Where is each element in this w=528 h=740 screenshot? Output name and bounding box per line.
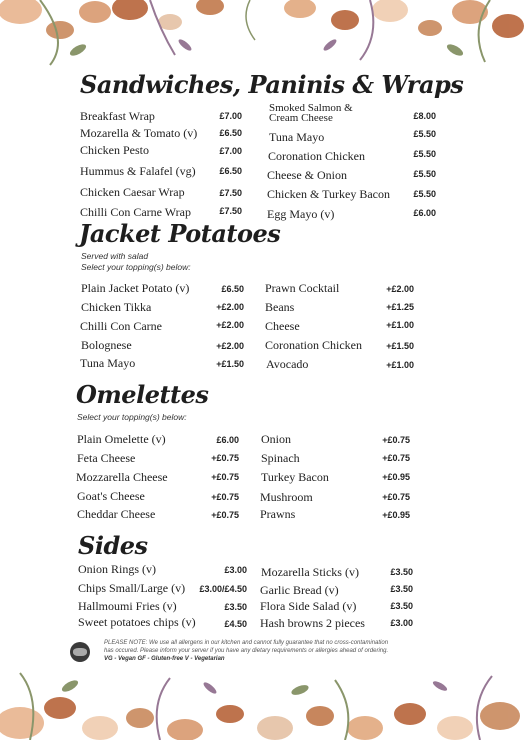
omelette-item: Turkey Bacon [261,470,329,484]
sandwich-item: Mozarella & Tomato (v) [80,126,198,140]
side-price: £4.50 [224,619,247,629]
sandwich-item: Chicken & Turkey Bacon [267,187,390,201]
sandwich-item: Breakfast Wrap [80,109,155,123]
omelette-item: Spinach [261,451,300,465]
jacket-item: Prawn Cocktail [265,281,340,295]
side-price: £3.00 [390,618,413,628]
omelette-item: Cheddar Cheese [77,507,156,521]
omelette-item: Mozzarella Cheese [76,470,168,484]
omelette-price: +£0.75 [211,453,239,463]
sandwich-price: £7.00 [219,146,242,156]
side-price: £3.50 [390,584,413,594]
jacket-price: +£1.00 [386,360,414,370]
side-item: Garlic Bread (v) [260,583,339,597]
sandwich-item: Tuna Mayo [269,130,325,144]
jacket-price: +£2.00 [216,320,244,330]
side-price: £3.00/£4.50 [199,584,247,594]
omelette-price: +£0.75 [211,472,239,482]
sandwich-item-line: Smoked Salmon & [269,102,353,114]
jacket-item: Avocado [266,357,309,371]
jacket-item: Chilli Con Carne [80,319,162,333]
omelette-price: +£0.95 [382,472,410,482]
jacket-item: Beans [265,300,295,314]
diet-key [104,655,434,663]
omelette-item: Plain Omelette (v) [77,432,166,446]
side-price: £3.50 [390,601,413,611]
sandwich-price: £5.50 [413,129,436,139]
side-item: Onion Rings (v) [78,562,156,576]
jacket-price: +£1.50 [386,341,414,351]
allergen-notice [104,639,434,663]
side-item: Mozarella Sticks (v) [261,565,359,579]
allergen-notice-line: PLEASE NOTE: We use all allergens in our kitchen and cannot fully guarantee that no cross-contamination [104,640,389,646]
side-item: Chips Small/Large (v) [78,581,186,595]
sandwich-item: Chicken Caesar Wrap [80,185,185,199]
omelette-price: +£0.75 [211,510,239,520]
jacket-item: Coronation Chicken [265,338,362,352]
side-item: Hash browns 2 pieces [260,616,365,630]
sandwich-item: Hummus & Falafel (vg) [80,164,196,178]
jacket-item: Plain Jacket Potato (v) [81,281,190,295]
jacket-price: +£1.25 [386,302,414,312]
sandwich-item: Cheese & Onion [267,168,347,182]
omelette-price: +£0.95 [382,510,410,520]
jacket-item: Chicken Tikka [81,300,152,314]
side-item: Sweet potatoes chips (v) [78,615,196,629]
sandwich-item-line: Cream Cheese [269,112,333,124]
omelette-item: Feta Cheese [77,451,136,465]
diet-key-text: VG - Vegan GF - Gluten-free V - Vegetarian [104,656,225,662]
jacket-price: +£2.00 [386,284,414,294]
section-title-sides: Sides [78,531,148,560]
sandwich-price: £7.00 [219,111,242,121]
side-price: £3.00 [224,565,247,575]
jacket-item: Tuna Mayo [80,356,136,370]
sandwich-price: £7.50 [219,188,242,198]
jacket-price: +£2.00 [216,302,244,312]
sandwich-price: £6.00 [413,208,436,218]
restaurant-logo [70,642,90,662]
sandwich-item: Coronation Chicken [268,149,365,163]
section-title-omelettes: Omelettes [76,380,209,409]
allergen-notice-line: has occured. Please inform your server if you have any dietary requirements or allergies ahead of ordering. [104,648,389,654]
omelette-item: Onion [261,432,291,446]
omelette-item: Goat's Cheese [77,489,145,503]
section-subtitle: Select your topping(s) below: [81,262,191,272]
side-item: Hallmoumi Fries (v) [78,599,177,613]
jacket-price: +£1.50 [216,359,244,369]
section-title-jacket-potatoes: Jacket Potatoes [79,219,281,248]
sandwich-price: £5.50 [413,169,436,179]
omelette-price: +£0.75 [382,435,410,445]
omelette-price: £6.00 [216,435,239,445]
sandwich-item: Egg Mayo (v) [267,207,335,221]
section-title-sandwiches: Sandwiches, Paninis & Wraps [80,70,464,99]
sandwich-item: Chicken Pesto [80,143,149,157]
sandwich-price: £8.00 [413,111,436,121]
sandwich-price: £6.50 [219,166,242,176]
jacket-price: £6.50 [221,284,244,294]
floral-border-bottom [0,668,528,740]
side-price: £3.50 [390,567,413,577]
sandwich-price: £6.50 [219,128,242,138]
omelette-price: +£0.75 [382,453,410,463]
sandwich-item: Chilli Con Carne Wrap [80,205,191,219]
jacket-item: Bolognese [81,338,132,352]
omelette-item: Mushroom [260,490,313,504]
side-price: £3.50 [224,602,247,612]
side-item: Flora Side Salad (v) [260,599,357,613]
jacket-price: +£2.00 [216,341,244,351]
jacket-price: +£1.00 [386,320,414,330]
sandwich-item-two-line [269,103,353,123]
sandwich-price: £7.50 [219,206,242,216]
section-subtitle: Select your topping(s) below: [77,412,187,422]
omelette-price: +£0.75 [211,492,239,502]
omelette-price: +£0.75 [382,492,410,502]
floral-border-top [0,0,528,70]
jacket-item: Cheese [265,319,300,333]
omelette-item: Prawns [260,507,296,521]
sandwich-price: £5.50 [413,189,436,199]
sandwich-price: £5.50 [413,149,436,159]
section-subtitle: Served with salad [81,251,149,261]
